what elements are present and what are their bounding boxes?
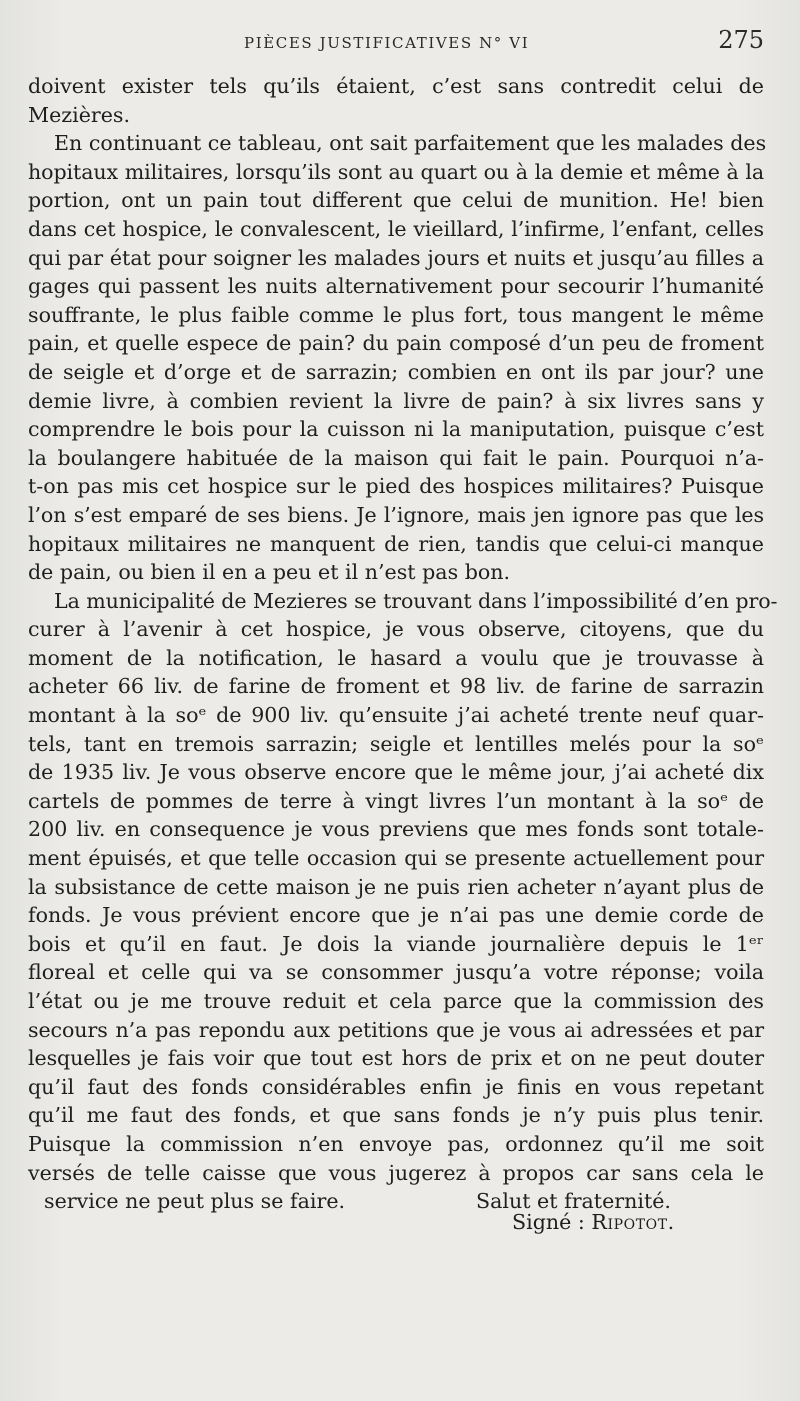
text-line: acheter 66 liv. de farine de froment et 98 liv. de farine de sarrazin [28,674,764,699]
text-line: la boulangere habituée de la maison qui fait le pain. Pourquoi n’a- [28,445,764,470]
text-line: de pain, ou bien il en a peu et il n’est pas bon. [28,560,511,585]
text-line: qu’il faut des fonds considérables enfin je finis en vous repetant [28,1074,764,1099]
text-line: fonds. Je vous prévient encore que je n’ai pas une demie corde de [28,903,764,928]
signatory-name: Ripotot. [591,1210,675,1234]
salutation: Salut et fraternité. [476,1189,671,1214]
text-line: La municipalité de Mezieres se trouvant dans l’impossibilité d’en pro- [54,588,778,613]
text-line: curer à l’avenir à cet hospice, je vous observe, citoyens, que du [28,617,764,642]
text-line: 200 liv. en consequence je vous previens que mes fonds sont totale- [28,817,764,842]
text-line: montant à la soᵉ de 900 liv. qu’ensuite j’ai acheté trente neuf quar- [28,703,764,728]
text-line: de 1935 liv. Je vous observe encore que le même jour, j’ai acheté dix [28,760,764,785]
text-line: qui par état pour soigner les malades jours et nuits et jusqu’au filles a [28,245,764,270]
text-line: demie livre, à combien revient la livre de pain? à six livres sans y [28,388,764,413]
text-line: hopitaux militaires ne manquent de rien, tandis que celui-ci manque [28,531,764,556]
signature-block [512,1208,675,1236]
closing-line: service ne peut plus se faire. [44,1189,346,1214]
text-line: lesquelles je fais voir que tout est hors de prix et on ne peut douter [28,1046,764,1071]
page-number: 275 [718,26,764,54]
text-line: t-on pas mis cet hospice sur le pied des hospices militaires? Puisque [28,474,764,499]
text-line: qu’il me faut des fonds, et que sans fonds je n’y puis plus tenir. [28,1103,764,1128]
text-line: tels, tant en tremois sarrazin; seigle et lentilles melés pour la soᵉ [28,731,764,756]
page-header [0,28,800,58]
text-line: l’on s’est emparé de ses biens. Je l’ignore, mais jen ignore pas que les [28,502,764,527]
text-line: Mezières. [28,102,131,127]
text-line: dans cet hospice, le convalescent, le vieillard, l’infirme, l’enfant, celles [28,216,764,241]
running-head: PIÈCES JUSTIFICATIVES N° VI [244,34,530,52]
text-line: portion, ont un pain tout different que celui de munition. He! bien [28,188,764,213]
text-line: gages qui passent les nuits alternativement pour secourir l’humanité [28,274,764,299]
text-line: cartels de pommes de terre à vingt livres l’un montant à la soᵉ de [28,788,764,813]
text-line: doivent exister tels qu’ils étaient, c’est sans contredit celui de [28,74,764,98]
text-line: Puisque la commission n’en envoye pas, ordonnez qu’il me soit [28,1131,764,1156]
signature-label: Signé : [512,1210,585,1234]
text-line: ment épuisés, et que telle occasion qui se presente actuellement pour [28,846,764,871]
text-line: secours n’a pas repondu aux petitions que je vous ai adressées et par [28,1017,764,1042]
text-line: hopitaux militaires, lorsqu’ils sont au quart ou à la demie et même à la [28,159,764,184]
text-line: pain, et quelle espece de pain? du pain composé d’un peu de froment [28,331,764,356]
text-line: moment de la notification, le hasard a voulu que je trouvasse à [28,645,764,670]
text-line: l’état ou je me trouve reduit et cela parce que la commission des [28,989,764,1013]
text-line: souffrante, le plus faible comme le plus fort, tous mangent le même [28,302,764,327]
text-line: floreal et celle qui va se consommer jusqu’a votre réponse; voila [28,960,764,985]
text-line: En continuant ce tableau, ont sait parfaitement que les malades des [54,131,767,156]
text-line: comprendre le bois pour la cuisson ni la maniputation, puisque c’est [28,417,764,442]
text-line: bois et qu’il en faut. Je dois la viande journalière depuis le 1ᵉʳ [28,931,764,956]
text-line: versés de telle caisse que vous jugerez à propos car sans cela le [28,1160,764,1185]
text-line: la subsistance de cette maison je ne puis rien acheter n’ayant plus de [28,874,764,899]
text-line: de seigle et d’orge et de sarrazin; combien en ont ils par jour? une [28,359,764,384]
letter-body [28,72,778,1216]
